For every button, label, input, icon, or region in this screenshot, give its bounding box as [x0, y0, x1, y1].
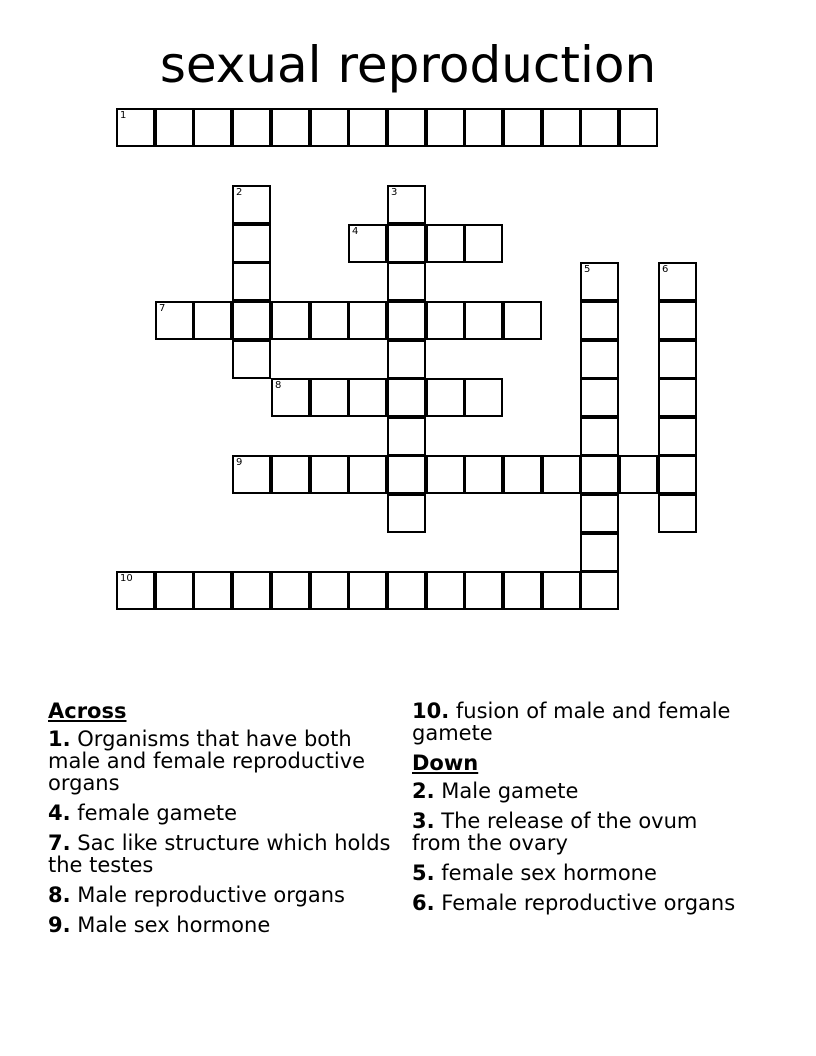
grid-cell[interactable]	[464, 224, 503, 263]
grid-cell[interactable]	[619, 455, 658, 494]
clue-down-3: 3. The release of the ovum from the ovary	[412, 809, 698, 855]
grid-cell[interactable]	[426, 108, 465, 147]
grid-cell[interactable]	[387, 224, 426, 263]
grid-cell[interactable]	[503, 455, 542, 494]
grid-cell[interactable]	[542, 108, 581, 147]
grid-cell[interactable]	[232, 340, 271, 379]
grid-cell[interactable]	[271, 301, 310, 340]
grid-cell[interactable]	[116, 108, 155, 147]
grid-cell[interactable]	[387, 301, 426, 340]
grid-cell[interactable]	[193, 301, 232, 340]
grid-cell[interactable]	[232, 571, 271, 610]
clue-number-label: 8	[275, 380, 282, 391]
clue-number-label: 9	[236, 457, 243, 468]
grid-cell[interactable]	[580, 340, 619, 379]
grid-cell[interactable]	[658, 262, 697, 301]
grid-cell[interactable]	[387, 378, 426, 417]
grid-cell[interactable]	[464, 571, 503, 610]
clue-number-label: 7	[159, 303, 166, 314]
grid-cell[interactable]	[542, 455, 581, 494]
grid-cell[interactable]	[232, 185, 271, 224]
grid-cell[interactable]	[503, 108, 542, 147]
grid-cell[interactable]	[155, 571, 194, 610]
grid-cell[interactable]	[232, 224, 271, 263]
across-heading: Across	[48, 699, 127, 723]
clues-right-column	[412, 700, 752, 922]
grid-cell[interactable]	[310, 571, 349, 610]
clue-across-7: 7. Sac like structure which holds the testes	[48, 831, 391, 877]
grid-cell[interactable]	[387, 340, 426, 379]
grid-cell[interactable]	[387, 417, 426, 456]
grid-cell[interactable]	[310, 108, 349, 147]
grid-cell[interactable]	[619, 108, 658, 147]
clues-left-column	[48, 700, 393, 944]
grid-cell[interactable]	[658, 340, 697, 379]
grid-cell[interactable]	[310, 455, 349, 494]
grid-cell[interactable]	[387, 571, 426, 610]
grid-cell[interactable]	[426, 224, 465, 263]
clue-across-9: 9. Male sex hormone	[48, 913, 271, 937]
clue-across-10: 10. fusion of male and female gamete	[412, 699, 731, 745]
grid-cell[interactable]	[464, 301, 503, 340]
grid-cell[interactable]	[348, 301, 387, 340]
clue-across-4: 4. female gamete	[48, 801, 238, 825]
puzzle-title: sexual reproduction	[159, 36, 657, 94]
grid-cell[interactable]	[580, 417, 619, 456]
grid-cell[interactable]	[155, 108, 194, 147]
grid-cell[interactable]	[580, 455, 619, 494]
clue-number-label: 3	[391, 187, 398, 198]
grid-cell[interactable]	[580, 533, 619, 572]
grid-cell[interactable]	[580, 571, 619, 610]
clue-across-8: 8. Male reproductive organs	[48, 883, 345, 907]
grid-cell[interactable]	[580, 378, 619, 417]
grid-cell[interactable]	[658, 301, 697, 340]
grid-cell[interactable]	[387, 455, 426, 494]
grid-cell[interactable]	[658, 417, 697, 456]
grid-cell[interactable]	[387, 262, 426, 301]
grid-cell[interactable]	[658, 378, 697, 417]
grid-cell[interactable]	[658, 455, 697, 494]
down-heading: Down	[412, 751, 479, 775]
grid-cell[interactable]	[464, 455, 503, 494]
grid-cell[interactable]	[658, 494, 697, 533]
clue-number-label: 10	[120, 573, 133, 584]
grid-cell[interactable]	[426, 455, 465, 494]
grid-cell[interactable]	[232, 455, 271, 494]
clue-across-1: 1. Organisms that have both male and female reproductive organs	[48, 727, 366, 795]
grid-cell[interactable]	[542, 571, 581, 610]
clue-down-6: 6. Female reproductive organs	[412, 891, 736, 915]
grid-cell[interactable]	[503, 571, 542, 610]
grid-cell[interactable]	[387, 108, 426, 147]
grid-cell[interactable]	[348, 378, 387, 417]
grid-cell[interactable]	[193, 108, 232, 147]
grid-cell[interactable]	[580, 108, 619, 147]
grid-cell[interactable]	[348, 224, 387, 263]
grid-cell[interactable]	[193, 571, 232, 610]
crossword-grid	[117, 109, 677, 629]
grid-cell[interactable]	[387, 494, 426, 533]
grid-cell[interactable]	[580, 262, 619, 301]
grid-cell[interactable]	[580, 301, 619, 340]
grid-cell[interactable]	[426, 378, 465, 417]
clue-number-label: 4	[352, 226, 359, 237]
grid-cell[interactable]	[232, 301, 271, 340]
grid-cell[interactable]	[116, 571, 155, 610]
clue-number-label: 5	[584, 264, 591, 275]
grid-cell[interactable]	[464, 378, 503, 417]
grid-cell[interactable]	[426, 301, 465, 340]
clue-number-label: 6	[662, 264, 669, 275]
grid-cell[interactable]	[426, 571, 465, 610]
grid-cell[interactable]	[348, 108, 387, 147]
grid-cell[interactable]	[271, 378, 310, 417]
grid-cell[interactable]	[310, 301, 349, 340]
clue-down-5: 5. female sex hormone	[412, 861, 657, 885]
grid-cell[interactable]	[271, 455, 310, 494]
grid-cell[interactable]	[348, 571, 387, 610]
grid-cell[interactable]	[232, 262, 271, 301]
grid-cell[interactable]	[348, 455, 387, 494]
grid-cell[interactable]	[464, 108, 503, 147]
grid-cell[interactable]	[387, 185, 426, 224]
grid-cell[interactable]	[232, 108, 271, 147]
clue-number-label: 1	[120, 110, 127, 121]
grid-cell[interactable]	[271, 108, 310, 147]
grid-cell[interactable]	[155, 301, 194, 340]
clue-number-label: 2	[236, 187, 243, 198]
grid-cell[interactable]	[580, 494, 619, 533]
grid-cell[interactable]	[503, 301, 542, 340]
grid-cell[interactable]	[271, 571, 310, 610]
clue-down-2: 2. Male gamete	[412, 779, 579, 803]
grid-cell[interactable]	[310, 378, 349, 417]
